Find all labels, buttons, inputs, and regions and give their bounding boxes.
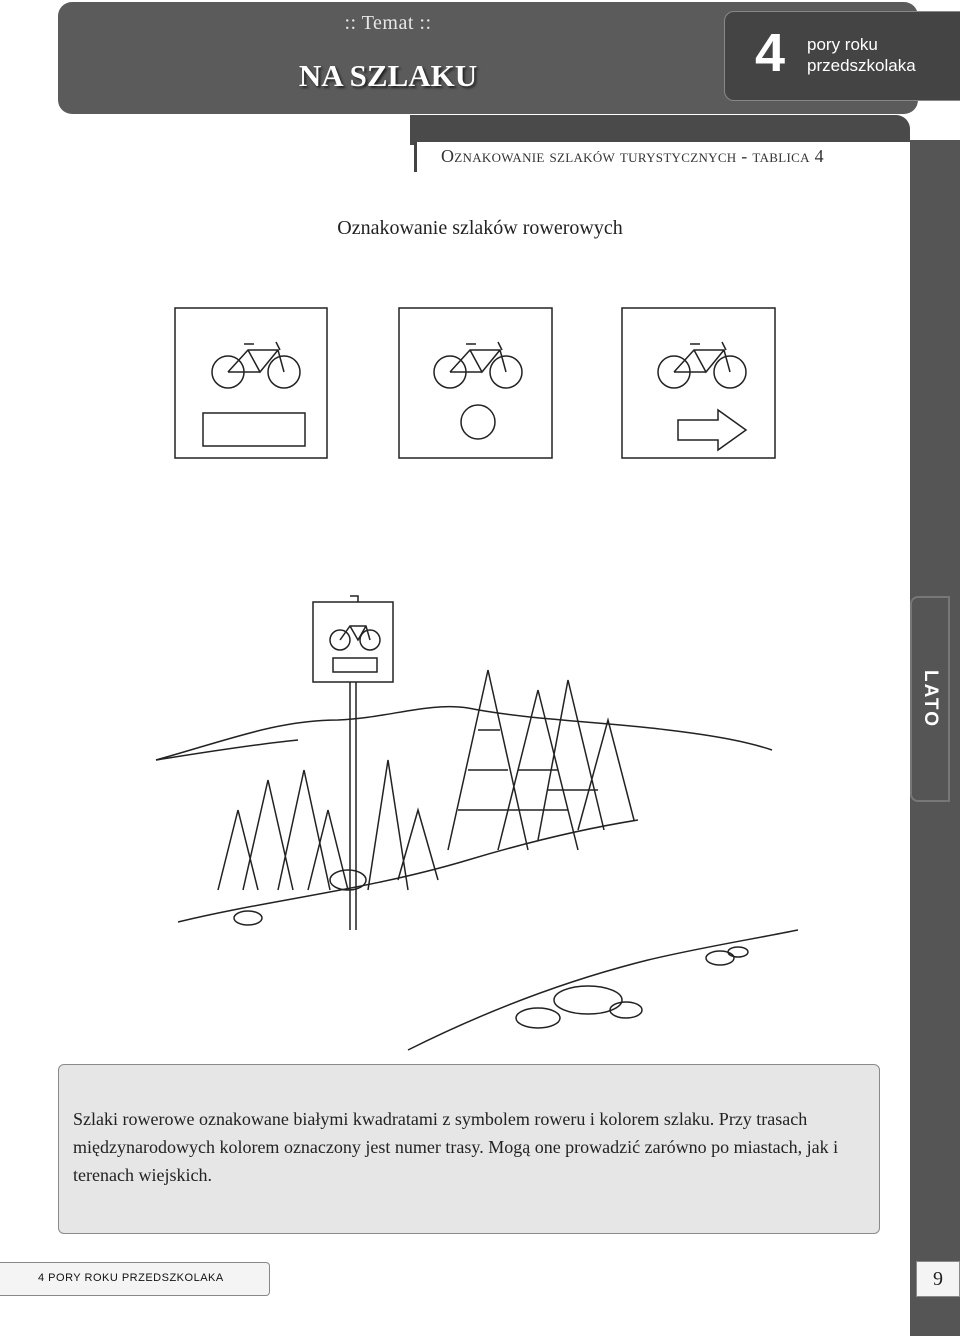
brand-logo	[724, 11, 960, 101]
description-panel	[58, 1064, 880, 1234]
section-header-strip	[410, 115, 910, 145]
theme-label: :: Temat ::	[344, 12, 432, 34]
footer-label-box	[0, 1262, 270, 1296]
bike-sign-bar-icon	[175, 308, 327, 458]
brand-line-2: przedszkolaka	[807, 56, 916, 75]
brand-line-1: pory roku	[807, 35, 878, 54]
trail-sign-post-icon	[313, 596, 393, 930]
trail-illustration	[108, 250, 832, 1060]
description-text: Szlaki rowerowe oznakowane białymi kwadratami z symbolem roweru i kolorem szlaku. Przy trasach międzynarodowych kolorem oznaczony jest numer trasy. Mogą one prowadzić zarówno po miastach, jak i terenach wiejskich.	[73, 1109, 839, 1185]
brand-text	[807, 34, 916, 76]
footer-label: 4 PORY ROKU PRZEDSZKOLAKA	[38, 1272, 224, 1284]
page-number: 9	[916, 1261, 960, 1297]
page-title: Oznakowanie szlaków rowerowych	[337, 217, 623, 239]
theme-title: NA SZLAKU	[298, 58, 478, 93]
brand-number: 4	[755, 23, 786, 83]
season-tab[interactable]	[910, 596, 950, 802]
section-header	[414, 142, 910, 172]
season-tab-label: LATO	[920, 670, 941, 728]
section-label: Oznakowanie szlaków turystycznych - tablica 4	[441, 146, 824, 166]
bike-sign-arrow-icon	[622, 308, 775, 458]
bike-sign-circle-icon	[399, 308, 552, 458]
